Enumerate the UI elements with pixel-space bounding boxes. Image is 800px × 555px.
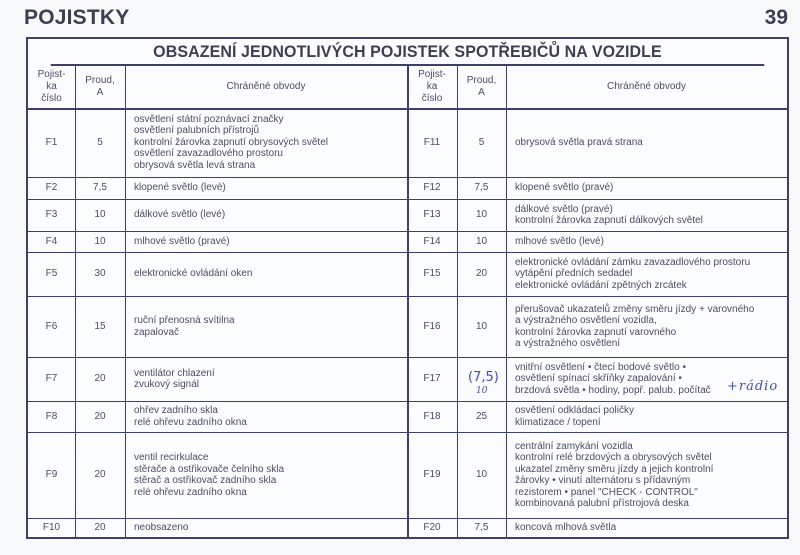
header-fuse-number-left: [28, 65, 75, 108]
current-cell: 20: [94, 373, 106, 385]
page-number: 39: [764, 6, 788, 29]
circuit-line: osvětlení zavazadlového prostoru: [134, 148, 283, 160]
circuit-line: elektronické ovládání zpětných zrcátek: [515, 279, 687, 291]
fuse-number-cell: F5: [45, 268, 58, 280]
header-current-line: A: [96, 86, 104, 98]
circuit: [515, 204, 703, 227]
header-fuse-number: [38, 69, 66, 105]
circuit-line: a výstražného osvětlení: [515, 338, 621, 349]
circuits-cell: [125, 199, 407, 231]
circuit: [515, 522, 616, 534]
current-cell: 20: [475, 268, 488, 280]
circuit-line: rezistorem • panel "CHECK - CONTROL": [515, 486, 698, 498]
header-fuse-number-line: Pojist-: [418, 68, 446, 80]
fuse-number-cell: F1: [45, 136, 58, 148]
circuit: [134, 368, 215, 391]
circuit-line: zapalovač: [134, 326, 180, 338]
header-fuse-number-line: ka: [426, 80, 438, 92]
circuits-cell: [125, 252, 407, 296]
circuit-line: klopené světlo (pravé): [515, 182, 614, 194]
circuit-line: mlhové světlo (levé): [515, 235, 604, 247]
circuits-cell: [506, 432, 787, 518]
current-cell: 7,5: [93, 182, 107, 194]
header-current-line: A: [478, 86, 485, 98]
circuit: [515, 257, 750, 292]
circuit-line: vytápění předních sedadel: [515, 268, 633, 280]
circuit: [134, 209, 225, 221]
circuits-cell: [125, 231, 407, 252]
circuit: [515, 362, 711, 397]
circuit-line: centrální zamykání vozidla: [515, 440, 633, 452]
current-cell: 7,5: [474, 182, 489, 194]
header-fuse-number-line: číslo: [421, 92, 443, 104]
fuse-number-cell: F3: [45, 209, 58, 221]
circuit-line: stěrače a ostřikovače čelního skla: [134, 463, 285, 475]
circuit-line: kontrolní žárovka zapnutí obrysových světel: [134, 136, 328, 148]
circuit-line: vnitřní osvětlení • čtecí bodové světlo •: [515, 361, 686, 373]
current-cell: 30: [94, 268, 106, 280]
circuit-line: osvětlení palubních přístrojů: [134, 125, 260, 137]
fuse-number-cell: F7: [45, 373, 58, 385]
header-fuse-number-right: [407, 65, 457, 108]
circuit-line: kombinovaná palubní přístrojová deska: [515, 498, 689, 509]
current-cell: 10: [475, 469, 488, 481]
circuit-line: obrysová světla pravá strana: [515, 136, 643, 148]
fuse-table: [26, 37, 789, 539]
current-cell: 10: [475, 209, 488, 221]
circuit-line: ruční přenosná svítilna: [134, 315, 235, 326]
header-current-right: [457, 65, 506, 108]
circuit-line: klopené světlo (levé): [134, 182, 226, 194]
current-cell: 10: [94, 209, 106, 221]
circuit-line: žárovky • vinutí alternátoru s přídavným: [515, 475, 691, 486]
circuits-cell: [125, 177, 407, 199]
circuit: [515, 236, 604, 248]
circuits-cell: [506, 252, 787, 296]
circuit: [515, 441, 713, 510]
circuit: [515, 137, 643, 149]
current-cell: 25: [475, 410, 488, 422]
circuits-cell: [125, 108, 407, 177]
fuse-number-cell: F16: [423, 320, 441, 332]
fuse-number-cell: F13: [423, 209, 441, 221]
fuse-number-cell: F9: [45, 469, 58, 481]
circuits-cell: [506, 518, 787, 538]
circuit-line: dálkové světlo (levé): [134, 209, 226, 221]
fuse-number-cell: F10: [42, 522, 61, 534]
circuit-line: mlhové světlo (pravé): [134, 235, 230, 247]
circuits-cell: [125, 357, 407, 401]
circuit-line: kontrolní žárovka zapnutí dálkových světel: [515, 215, 703, 226]
table-title: OBSAZENÍ JEDNOTLIVÝCH POJISTEK SPOTŘEBIČŮ NA VOZIDLE: [51, 39, 764, 66]
fuse-number-cell: F2: [45, 182, 58, 194]
circuit-line: relé ohřevu zadního okna: [134, 416, 247, 428]
handwritten-original-amps: (7,5): [468, 370, 499, 385]
circuit: [134, 268, 252, 280]
circuits-cell: [125, 518, 407, 538]
circuits-cell: [125, 296, 407, 357]
header-fuse-number-line: Pojist-: [37, 68, 66, 80]
header-current: [467, 75, 496, 99]
header-current-line: Proud,: [466, 74, 497, 86]
circuit: [134, 452, 284, 498]
circuit-line: dálkové světlo (pravé): [515, 203, 613, 215]
current-cell: 5: [97, 136, 103, 148]
header-circuits-left: Chráněné obvody: [226, 80, 306, 92]
fuse-number-cell: F6: [45, 320, 58, 332]
circuit-line: ventilátor chlazení: [134, 367, 215, 379]
circuit-line: kontrolní žárovka zapnutí varovného: [515, 326, 677, 338]
current-cell: 20: [94, 410, 106, 422]
circuit: [515, 182, 613, 194]
circuit: [134, 315, 235, 338]
circuit-line: stěrač a ostřikovač zadního skla: [134, 475, 277, 486]
circuit: [134, 236, 230, 248]
circuit-line: osvětlení odkládací poličky: [515, 405, 634, 416]
circuit-line: a výstražného osvětlení vozidla,: [515, 315, 657, 326]
circuits-cell: [506, 296, 787, 357]
circuit: [134, 114, 328, 172]
current-cell: 10: [94, 235, 106, 247]
fuse-number-cell: F18: [423, 410, 441, 422]
circuit: [515, 304, 754, 350]
circuit-line: ventil recirkulace: [134, 452, 209, 463]
handwritten-corrected-amps: 10: [476, 386, 488, 396]
circuit-line: klimatizace / topení: [515, 416, 601, 428]
circuits-cell: [506, 108, 787, 177]
circuit-line: kontrolní relé brzdových a obrysových světel: [515, 452, 712, 463]
circuit-line: ukazatel změny směru jízdy a jejich kontrolní: [515, 463, 714, 475]
fuse-number-cell: F15: [423, 268, 441, 280]
circuit-line: koncová mlhová světla: [515, 522, 617, 534]
circuit-line: relé ohřevu zadního okna: [134, 486, 247, 498]
circuit-line: neobsazeno: [134, 522, 189, 534]
current-cell: [457, 357, 506, 401]
current-cell: 20: [94, 522, 106, 534]
fuse-number-cell: F14: [423, 235, 441, 247]
circuits-cell: [125, 401, 407, 432]
header-current-line: Proud,: [85, 74, 115, 86]
current-cell: 20: [94, 469, 106, 481]
fuse-number-cell: F11: [423, 136, 441, 148]
header-fuse-number-line: ka: [46, 80, 57, 92]
header-circuits-right: Chráněné obvody: [607, 80, 686, 92]
fuse-number-cell: F17: [423, 373, 441, 385]
circuit-line: ohřev zadního skla: [134, 405, 218, 416]
header-fuse-number: [418, 69, 446, 105]
header-current: [85, 75, 114, 99]
page-title: POJISTKY: [24, 6, 130, 29]
circuit: [134, 522, 189, 534]
circuits-cell: [125, 432, 407, 518]
circuits-cell: [506, 401, 787, 432]
handwritten-note: +rádio: [727, 379, 779, 394]
circuit-line: elektronické ovládání oken: [134, 268, 253, 280]
current-cell: 7,5: [474, 522, 489, 534]
fuse-number-cell: F12: [423, 182, 441, 194]
circuits-cell: [506, 199, 787, 231]
current-cell: 15: [94, 320, 106, 332]
current-cell: 5: [478, 136, 485, 148]
circuit: [134, 405, 247, 428]
circuit: [515, 405, 634, 428]
current-cell: 10: [475, 320, 488, 332]
circuit-line: brzdová světla • hodiny, popř. palub. počítač: [515, 384, 711, 396]
circuit-line: přerušovač ukazatelů změny směru jízdy + varovného: [515, 303, 755, 315]
circuit-line: obrysová světla levá strana: [134, 159, 256, 171]
fuse-number-cell: F8: [45, 410, 58, 422]
fuse-number-cell: F19: [423, 469, 441, 481]
header-fuse-number-line: číslo: [41, 92, 62, 104]
current-cell: 10: [475, 235, 488, 247]
fuse-number-cell: F20: [423, 522, 441, 534]
header-current-left: [75, 65, 125, 108]
fuse-grid: [28, 65, 787, 537]
fuse-number-cell: F4: [45, 235, 58, 247]
circuits-cell: [506, 231, 787, 252]
circuit-line: zvukový signál: [134, 379, 200, 390]
circuit-line: elektronické ovládání zámku zavazadlového prostoru: [515, 256, 751, 268]
circuit-line: osvětlení spínací skříňky zapalování •: [515, 373, 682, 385]
circuit: [134, 182, 226, 194]
circuits-cell: [506, 357, 787, 401]
circuits-cell: [506, 177, 787, 199]
circuit-line: osvětlení státní poznávací značky: [134, 113, 284, 125]
